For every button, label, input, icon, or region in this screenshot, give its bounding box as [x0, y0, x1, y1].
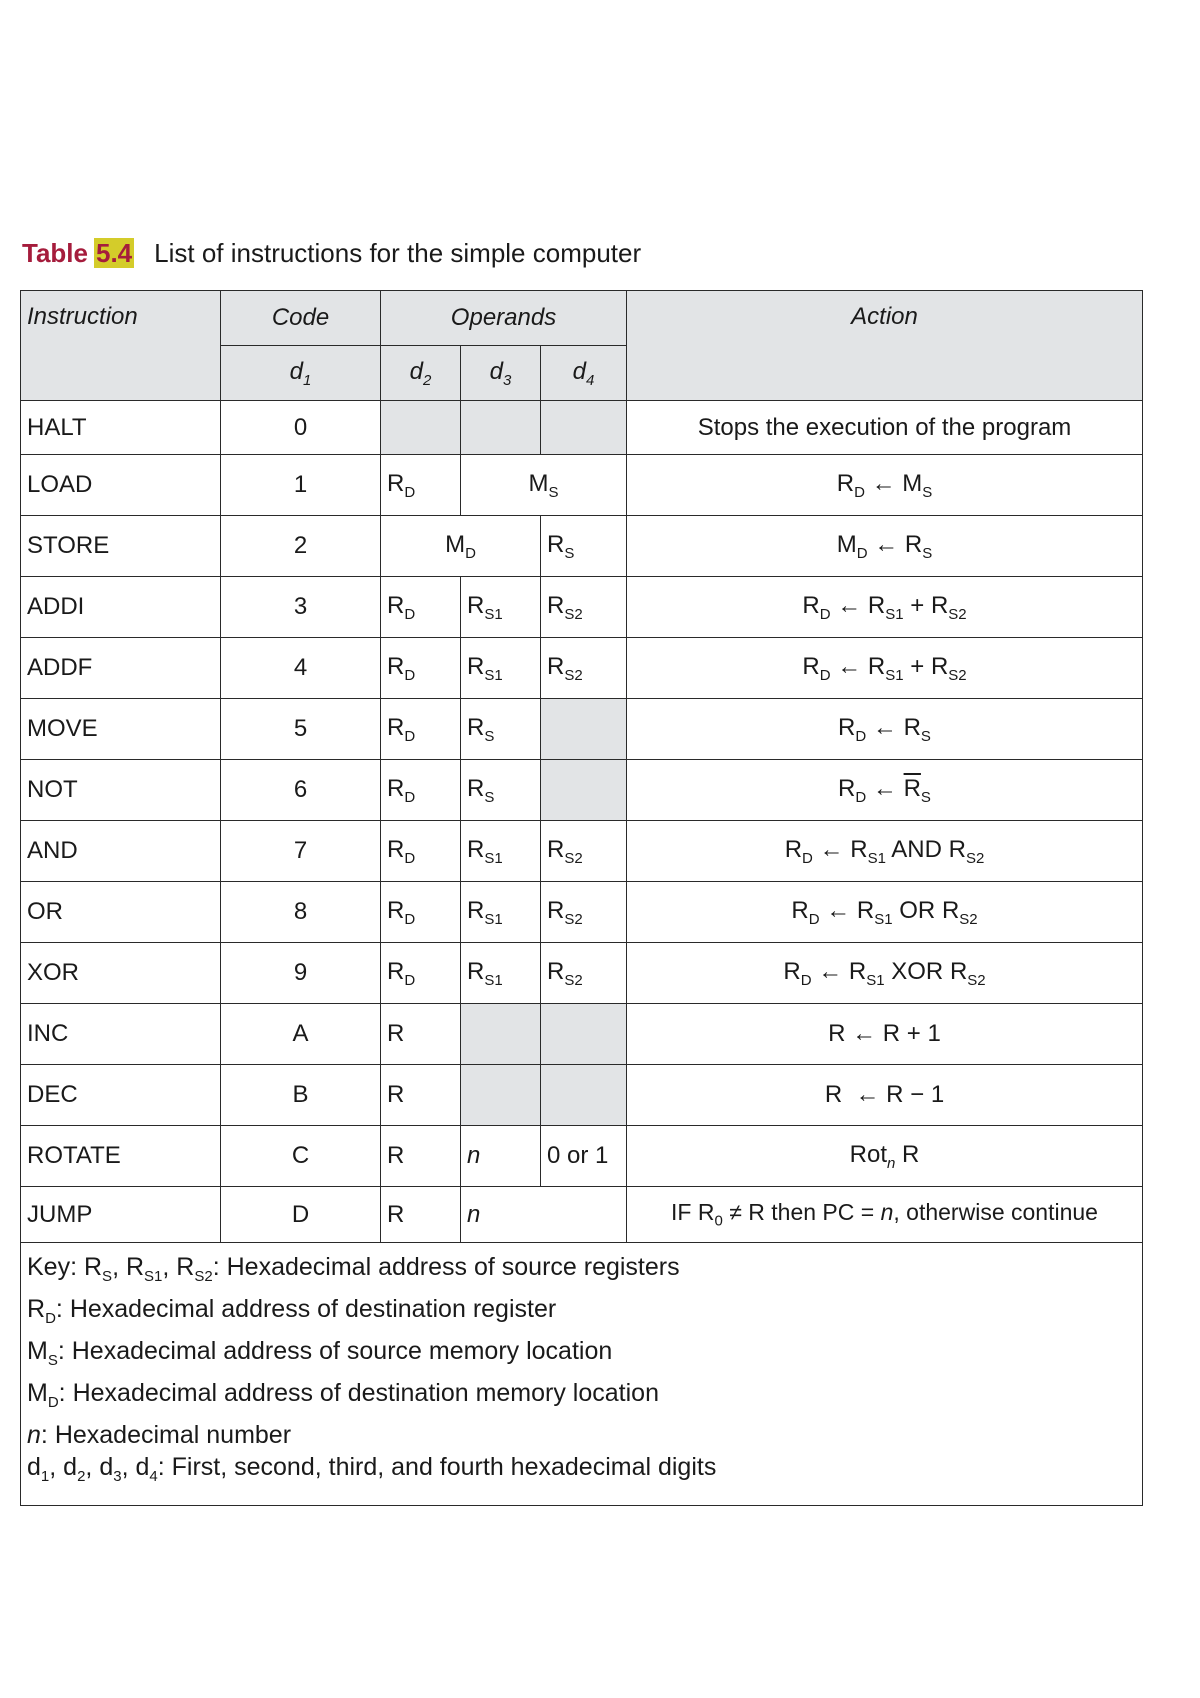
row-instruction: HALT — [21, 401, 221, 455]
row-code: 0 — [221, 401, 381, 455]
row-action: $R_D$ ← $R_{S1}$ AND $R_{S2}$ — [627, 821, 1143, 882]
key-row — [21, 1243, 1143, 1506]
key-line-rs: Key: $R_S$, $R_{S1}$, $R_{S2}$: Hexadecimal address of source registers — [27, 1253, 680, 1285]
row-instruction: XOR — [21, 943, 221, 1004]
row-code: C — [221, 1126, 381, 1187]
row-instruction: STORE — [21, 516, 221, 577]
key-line-n: n: Hexadecimal number — [27, 1421, 292, 1449]
table-row — [21, 943, 1143, 1004]
row-action: $R_D$ ← $R_S$ — [627, 699, 1143, 760]
table-key — [21, 1243, 1143, 1506]
empty-operand-cell — [541, 1004, 627, 1065]
row-code: 2 — [221, 516, 381, 577]
row-action: $R_D$ ← $R_{S1} + R_{S2}$ — [627, 577, 1143, 638]
operand-d3: $R_S$ — [461, 760, 541, 821]
empty-operand-cell — [541, 760, 627, 821]
row-code: 8 — [221, 882, 381, 943]
operand-d3: $R_{S1}$ — [461, 882, 541, 943]
row-instruction: OR — [21, 882, 221, 943]
row-code: D — [221, 1187, 381, 1243]
row-action: $R_D$ ← $R_{S1} + R_{S2}$ — [627, 638, 1143, 699]
row-action: Rot$_n$ R — [627, 1126, 1143, 1187]
row-action: $R_D$ ← $M_S$ — [627, 455, 1143, 516]
operand-d2: $R_D$ — [381, 943, 461, 1004]
table-row — [21, 1065, 1143, 1126]
operand-d2: $R_D$ — [381, 638, 461, 699]
row-code: 1 — [221, 455, 381, 516]
row-instruction: INC — [21, 1004, 221, 1065]
row-code: 9 — [221, 943, 381, 1004]
header-action: Action — [627, 291, 1143, 401]
table-number: 5.4 — [95, 238, 133, 268]
key-line-md: $M_D$: Hexadecimal address of destination memory location — [27, 1379, 659, 1411]
key-line-ms: $M_S$: Hexadecimal address of source memory location — [27, 1337, 613, 1369]
operand-d4: 0 or 1 — [541, 1126, 627, 1187]
header-operands: Operands — [381, 291, 627, 346]
operand-d4: $R_{S2}$ — [541, 638, 627, 699]
operand-d3: $R_S$ — [461, 699, 541, 760]
row-action: IF $R_0 \ne R$ then PC = n, otherwise continue — [627, 1187, 1143, 1243]
row-action: $M_D$ ← $R_S$ — [627, 516, 1143, 577]
operand-d2-d3: $M_D$ — [381, 516, 541, 577]
table-label: Table — [22, 238, 88, 268]
row-code: B — [221, 1065, 381, 1126]
table-row — [21, 577, 1143, 638]
operand-d3: $R_{S1}$ — [461, 943, 541, 1004]
empty-operand-cell — [541, 1065, 627, 1126]
operand-d3-d4: n — [461, 1187, 627, 1243]
operand-d4: $R_{S2}$ — [541, 821, 627, 882]
table-row — [21, 455, 1143, 516]
empty-operand-cell — [541, 401, 627, 455]
row-action: R ← R + 1 — [627, 1004, 1143, 1065]
header-code: Code — [221, 291, 381, 346]
row-instruction: NOT — [21, 760, 221, 821]
table-row — [21, 1187, 1143, 1243]
operand-d3-d4: $M_S$ — [461, 455, 627, 516]
row-code: A — [221, 1004, 381, 1065]
row-instruction: LOAD — [21, 455, 221, 516]
row-action: $R_D$ ← $\overline{R}_S$ — [627, 760, 1143, 821]
empty-operand-cell — [461, 1004, 541, 1065]
table-row — [21, 882, 1143, 943]
row-action: R ← R − 1 — [627, 1065, 1143, 1126]
row-code: 3 — [221, 577, 381, 638]
row-code: 4 — [221, 638, 381, 699]
operand-d2: R — [381, 1126, 461, 1187]
header-instruction: Instruction — [21, 291, 221, 401]
table-row — [21, 699, 1143, 760]
row-instruction: AND — [21, 821, 221, 882]
table-row — [21, 1126, 1143, 1187]
operand-d2: R — [381, 1187, 461, 1243]
row-code: 7 — [221, 821, 381, 882]
operand-d3: $R_{S1}$ — [461, 821, 541, 882]
header-d3: $d_3$ — [461, 346, 541, 401]
table-title: List of instructions for the simple computer — [154, 238, 642, 268]
operand-d2: R — [381, 1004, 461, 1065]
operand-d4: $R_{S2}$ — [541, 882, 627, 943]
empty-operand-cell — [541, 699, 627, 760]
row-action: $R_D$ ← $R_{S1}$ XOR $R_{S2}$ — [627, 943, 1143, 1004]
table-row — [21, 760, 1143, 821]
operand-d3: n — [461, 1126, 541, 1187]
table-caption — [22, 238, 641, 269]
operand-d2: R — [381, 1065, 461, 1126]
row-instruction: ADDF — [21, 638, 221, 699]
instruction-table — [20, 290, 1143, 1506]
row-instruction: MOVE — [21, 699, 221, 760]
operand-d2: $R_D$ — [381, 760, 461, 821]
operand-d2: $R_D$ — [381, 882, 461, 943]
row-code: 5 — [221, 699, 381, 760]
operand-d2: $R_D$ — [381, 821, 461, 882]
empty-operand-cell — [461, 401, 541, 455]
empty-operand-cell — [461, 1065, 541, 1126]
row-action: $R_D$ ← $R_{S1}$ OR $R_{S2}$ — [627, 882, 1143, 943]
operand-d4: $R_{S2}$ — [541, 577, 627, 638]
row-instruction: ADDI — [21, 577, 221, 638]
row-action: Stops the execution of the program — [627, 401, 1143, 455]
operand-d4: $R_{S2}$ — [541, 943, 627, 1004]
row-code: 6 — [221, 760, 381, 821]
operand-d3: $R_{S1}$ — [461, 638, 541, 699]
operand-d4: $R_S$ — [541, 516, 627, 577]
operand-d2: $R_D$ — [381, 699, 461, 760]
header-d4: $d_4$ — [541, 346, 627, 401]
operand-d3: $R_{S1}$ — [461, 577, 541, 638]
row-instruction: ROTATE — [21, 1126, 221, 1187]
row-instruction: DEC — [21, 1065, 221, 1126]
key-line-digits: $d_1$, $d_2$, $d_3$, $d_4$: First, second, third, and fourth hexadecimal digits — [27, 1453, 717, 1485]
table-row — [21, 821, 1143, 882]
operand-d2: $R_D$ — [381, 455, 461, 516]
table-row — [21, 401, 1143, 455]
header-d1: $d_1$ — [221, 346, 381, 401]
empty-operand-cell — [381, 401, 461, 455]
row-instruction: JUMP — [21, 1187, 221, 1243]
table-row — [21, 1004, 1143, 1065]
table-row — [21, 516, 1143, 577]
table-row — [21, 638, 1143, 699]
operand-d2: $R_D$ — [381, 577, 461, 638]
key-line-rd: $R_D$: Hexadecimal address of destination register — [27, 1295, 557, 1327]
header-d2: $d_2$ — [381, 346, 461, 401]
